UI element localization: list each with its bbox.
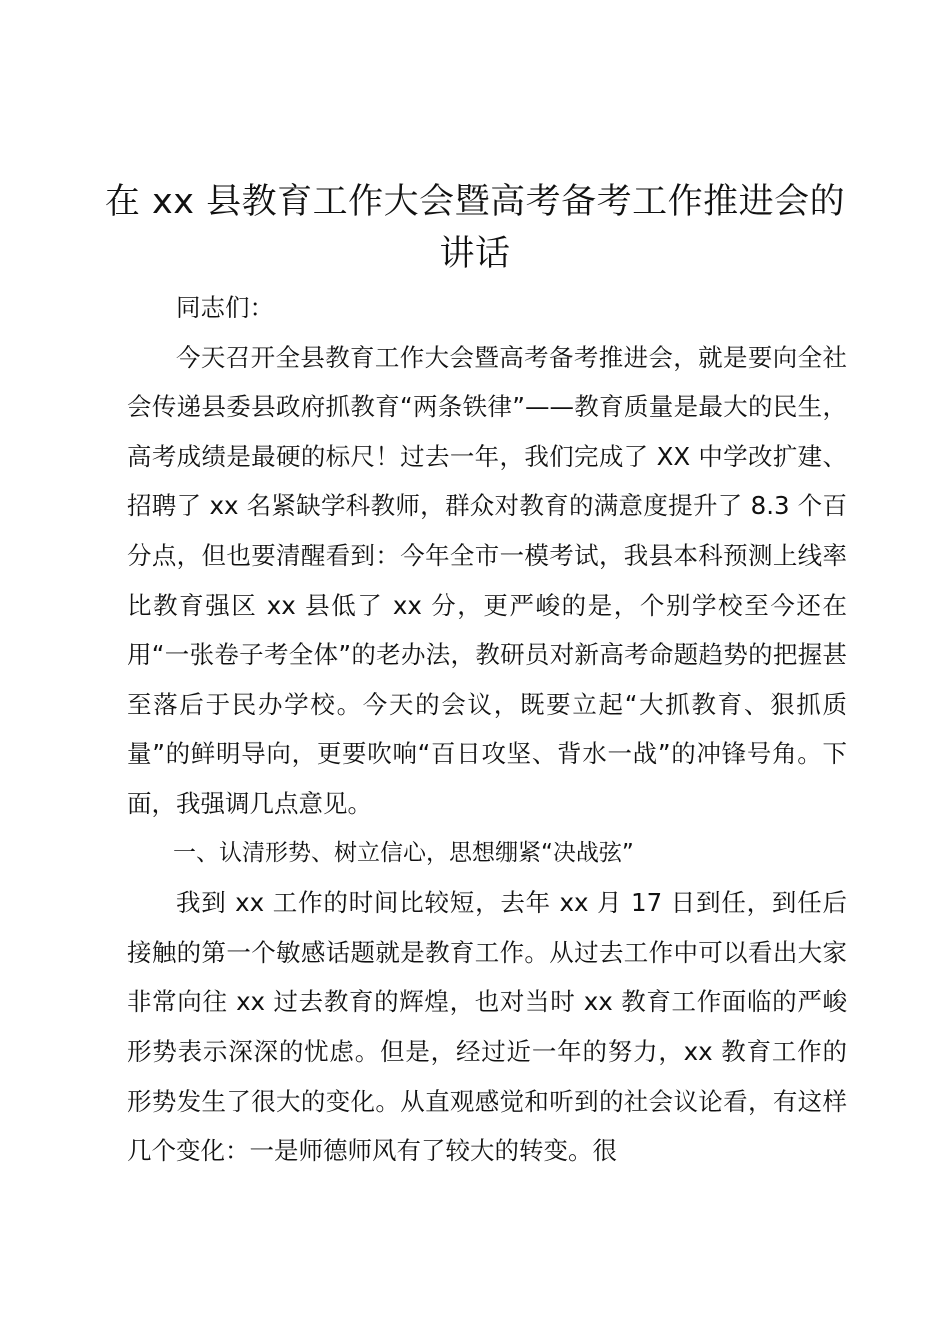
section-heading: 一、认清形势、树立信心，思想绷紧“决战弦” bbox=[173, 839, 634, 866]
document-body bbox=[127, 283, 847, 1176]
salutation: 同志们： bbox=[176, 293, 274, 322]
intro-paragraph: 今天召开全县教育工作大会暨高考备考推进会，就是要向全社会传递县委县政府抓教育“两条铁律”——教育质量是最大的民生，高考成绩是最硬的标尺！过去一年，我们完成了 XX 中学改扩建、招聘了 xx 名紧缺学科教师，群众对教育的满意度提升了 8.3 个百分点，但也要清醒看到：今年全市一模考试，我县本科预测上线率比教育强区 xx 县低了 xx 分，更严峻的是，个别学校至今还在用“一张卷子考全体”的老办法，教研员对新高考命题趋势的把握甚至落后于民办学校。今天的会议，既要立起“大抓教育、狠抓质量”的鲜明导向，更要吹响“百日攻坚、背水一战”的冲锋号角。下面，我强调几点意见。 bbox=[127, 342, 847, 818]
document-title: 在 xx 县教育工作大会暨高考备考工作推进会的讲话 bbox=[104, 182, 846, 274]
section-paragraph: 我到 xx 工作的时间比较短，去年 xx 月 17 日到任，到任后接触的第一个敏感话题就是教育工作。从过去工作中可以看出大家非常向往 xx 过去教育的辉煌，也对当时 xx 教育工作面临的严峻形势表示深深的忧虑。但是，经过近一年的努力，xx 教育工作的形势发生了很大的变化。从直观感觉和听到的社会议论看，有这样几个变化：一是师德师风有了较大的转变。很 bbox=[127, 888, 847, 1166]
